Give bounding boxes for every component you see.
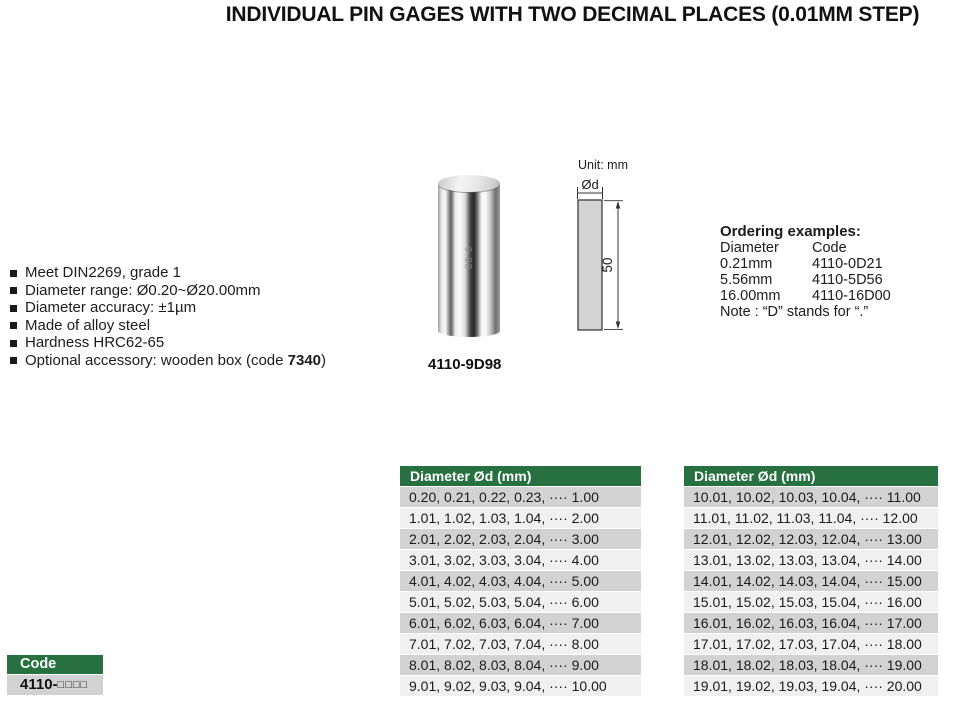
ordering-heading: Ordering examples: (720, 223, 861, 240)
table-header: Diameter Ød (mm) (400, 466, 641, 486)
pin-engraved-size: 9.98 (462, 246, 474, 271)
feature-item (10, 264, 400, 282)
bullet-square-icon (10, 357, 17, 364)
arrow-down-icon (616, 322, 621, 330)
bullet-square-icon (10, 270, 17, 277)
bullet-square-icon (10, 340, 17, 347)
feature-text-pre: Optional accessory: wooden box (code (25, 351, 288, 369)
table-row: 9.01, 9.02, 9.03, 9.04, ···· 10.00 (400, 676, 641, 696)
table-row: 8.01, 8.02, 8.03, 8.04, ···· 9.00 (400, 655, 641, 675)
ordering-diameter: 0.21mm (720, 256, 773, 272)
feature-text: Meet DIN2269, grade 1 (25, 264, 181, 281)
feature-text: Diameter range: Ø0.20~Ø20.00mm (25, 281, 261, 299)
table-row: 18.01, 18.02, 18.03, 18.04, ···· 19.00 (684, 655, 938, 675)
ordering-code: 4110-5D56 (812, 272, 883, 288)
ordering-col-code: Code (812, 240, 847, 256)
table-row: 19.01, 19.02, 19.03, 19.04, ···· 20.00 (684, 676, 938, 696)
table-row: 12.01, 12.02, 12.03, 12.04, ···· 13.00 (684, 529, 938, 549)
ordering-row (720, 272, 950, 288)
feature-text: Diameter accuracy: ±1µm (25, 299, 197, 316)
features-list (10, 264, 400, 369)
table-row: 16.01, 16.02, 16.03, 16.04, ···· 17.00 (684, 613, 938, 633)
code-prefix: 4110- (20, 676, 58, 693)
feature-text: Hardness HRC62-65 (25, 334, 165, 351)
accessory-code: 7340 (287, 351, 322, 369)
table-row: 1.01, 1.02, 1.03, 1.04, ···· 2.00 (400, 508, 641, 528)
table-row: 17.01, 17.02, 17.03, 17.04, ···· 18.00 (684, 634, 938, 654)
ordering-code: 4110-0D21 (812, 256, 883, 272)
table-row: 3.01, 3.02, 3.03, 3.04, ···· 4.00 (400, 550, 641, 570)
pin-cylinder-top (438, 175, 500, 192)
feature-item (10, 299, 400, 317)
table-row: 10.01, 10.02, 10.03, 10.04, ···· 11.00 (684, 487, 938, 507)
table-row: 6.01, 6.02, 6.03, 6.04, ···· 7.00 (400, 613, 641, 633)
ordering-diameter: 16.00mm (720, 288, 781, 304)
ordering-columns (720, 240, 950, 256)
product-code-label: 4110-9D98 (428, 356, 502, 373)
feature-item (10, 334, 400, 352)
code-table (7, 655, 103, 695)
bullet-square-icon (10, 305, 17, 312)
unit-label: Unit: mm (578, 158, 628, 172)
table-row: 7.01, 7.02, 7.03, 7.04, ···· 8.00 (400, 634, 641, 654)
feature-text: Made of alloy steel (25, 316, 151, 334)
page-title: INDIVIDUAL PIN GAGES WITH TWO DECIMAL PLACES (0.01MM STEP) (225, 3, 920, 26)
feature-item (10, 282, 400, 300)
table-row: 11.01, 11.02, 11.03, 11.04, ···· 12.00 (684, 508, 938, 528)
table-row: 0.20, 0.21, 0.22, 0.23, ···· 1.00 (400, 487, 641, 507)
code-placeholder-boxes: □□□□ (57, 679, 89, 691)
ordering-examples (720, 224, 950, 320)
table-row: 15.01, 15.02, 15.03, 15.04, ···· 16.00 (684, 592, 938, 612)
table-row: 5.01, 5.02, 5.03, 5.04, ···· 6.00 (400, 592, 641, 612)
table-header: Diameter Ød (mm) (684, 466, 938, 486)
table-row: 13.01, 13.02, 13.03, 13.04, ···· 14.00 (684, 550, 938, 570)
length-dim-label: 50 (600, 257, 615, 273)
size-table-left (400, 466, 641, 697)
ordering-diameter: 5.56mm (720, 272, 773, 288)
bullet-square-icon (10, 322, 17, 329)
ordering-row (720, 288, 950, 304)
arrow-up-icon (616, 201, 621, 209)
feature-text (25, 352, 326, 370)
size-table-right (684, 466, 938, 697)
ordering-code: 4110-16D00 (812, 288, 891, 304)
feature-item (10, 317, 400, 335)
ordering-note: Note : “D” stands for “.” (720, 304, 869, 320)
ordering-row (720, 256, 950, 272)
diameter-dim-label: Ød (581, 177, 599, 192)
table-row: 2.01, 2.02, 2.03, 2.04, ···· 3.00 (400, 529, 641, 549)
bullet-square-icon (10, 287, 17, 294)
dimension-diagram (555, 172, 645, 342)
table-row: 14.01, 14.02, 14.03, 14.04, ···· 15.00 (684, 571, 938, 591)
pin-gage-photo (438, 175, 500, 337)
feature-item-optional-accessory (10, 352, 400, 370)
code-table-header: Code (7, 655, 103, 674)
table-row: 4.01, 4.02, 4.03, 4.04, ···· 5.00 (400, 571, 641, 591)
code-pattern (7, 675, 103, 695)
feature-text-post: ) (321, 351, 327, 369)
pin-cross-section (578, 200, 602, 330)
ordering-col-diameter: Diameter (720, 240, 779, 256)
